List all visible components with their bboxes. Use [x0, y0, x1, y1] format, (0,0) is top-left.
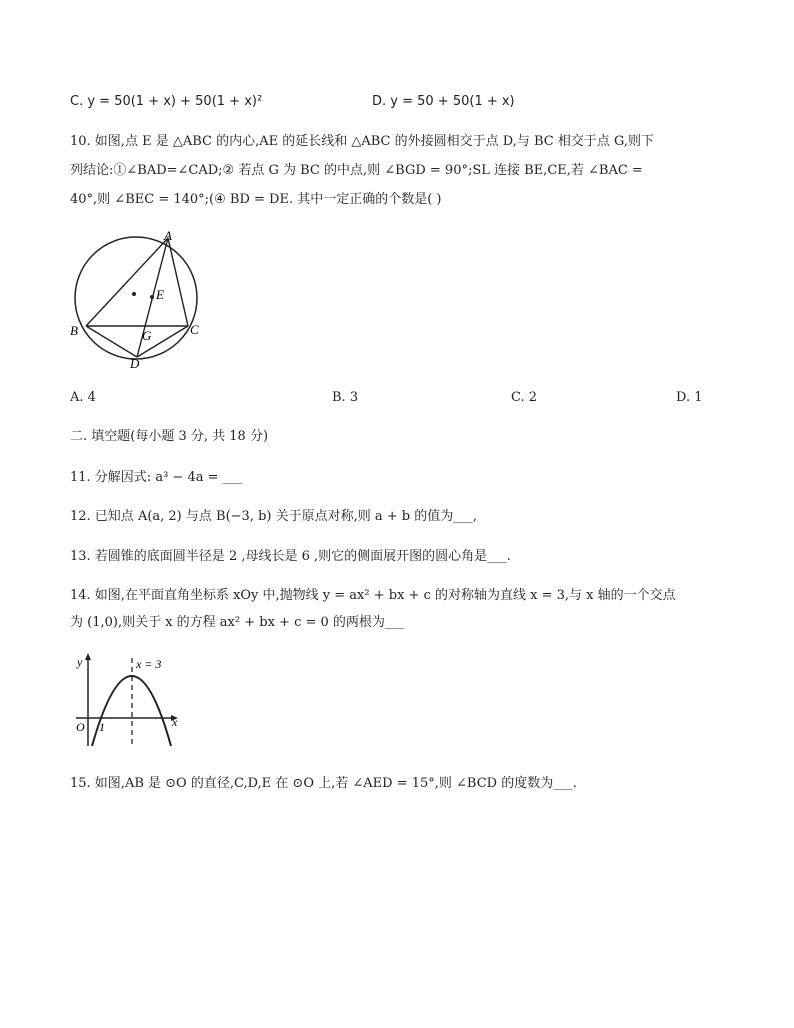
label-y: y [77, 655, 83, 669]
q10-option-b: B. 3 [332, 390, 359, 405]
circumcircle [75, 237, 197, 359]
q14-stem-line2: 为 (1,0),则关于 x 的方程 ax² + bx + c = 0 的两根为___ [70, 615, 405, 630]
q10-stem-line2: 列结论:①∠BAD=∠CAD;② 若点 G 为 BC 的中点,则 ∠BGD = 90°;SL 连接 BE,CE,若 ∠BAC = [70, 163, 643, 178]
q12-text: 12. 已知点 A(a, 2) 与点 B(−3, b) 关于原点对称,则 a + b 的值为___, [70, 509, 477, 524]
q10-stem-line1: 10. 如图,点 E 是 △ABC 的内心,AE 的延长线和 △ABC 的外接圆相交于点 D,与 BC 相交于点 G,则下 [70, 134, 655, 149]
q10-option-a: A. 4 [70, 390, 96, 405]
segment-ac [168, 238, 188, 326]
label-b: B [70, 323, 78, 338]
q13-text: 13. 若圆锥的底面圆半径是 2 ,母线长是 6 ,则它的侧面展开图的圆心角是___. [70, 549, 511, 564]
q10-stem-line3: 40°,则 ∠BEC = 140°;(④ BD = DE. 其中一定正确的个数是( ) [70, 192, 442, 207]
label-d: D [130, 356, 140, 371]
q10-circle-figure [64, 226, 214, 372]
q10-option-d: D. 1 [676, 390, 703, 405]
label-axis-line: x = 3 [136, 657, 162, 671]
section-heading: 二. 填空题(每小题 3 分, 共 18 分) [70, 429, 269, 444]
q10-option-c: C. 2 [511, 390, 538, 405]
point-e-dot [150, 295, 154, 299]
label-c: C [190, 322, 199, 337]
segment-ab [86, 238, 168, 326]
label-a: A [164, 228, 172, 243]
q9-option-d: D. y = 50 + 50(1 + x) [372, 94, 515, 109]
label-g: G [142, 328, 152, 343]
center-dot [132, 292, 136, 296]
label-one: 1 [99, 720, 105, 734]
label-x: x [172, 715, 178, 729]
q14-stem-line1: 14. 如图,在平面直角坐标系 xOy 中,抛物线 y = ax² + bx + c 的对称轴为直线 x = 3,与 x 轴的一个交点 [70, 588, 676, 603]
label-e: E [156, 287, 164, 302]
q15-text: 15. 如图,AB 是 ⊙O 的直径,C,D,E 在 ⊙O 上,若 ∠AED = 15°,则 ∠BCD 的度数为___. [70, 776, 577, 791]
y-axis-arrow [85, 653, 91, 660]
q9-option-c: C. y = 50(1 + x) + 50(1 + x)² [70, 94, 263, 109]
q11-text: 11. 分解因式: a³ − 4a = ___ [70, 470, 243, 485]
label-origin: O [76, 720, 85, 734]
q14-parabola-figure [70, 650, 190, 750]
